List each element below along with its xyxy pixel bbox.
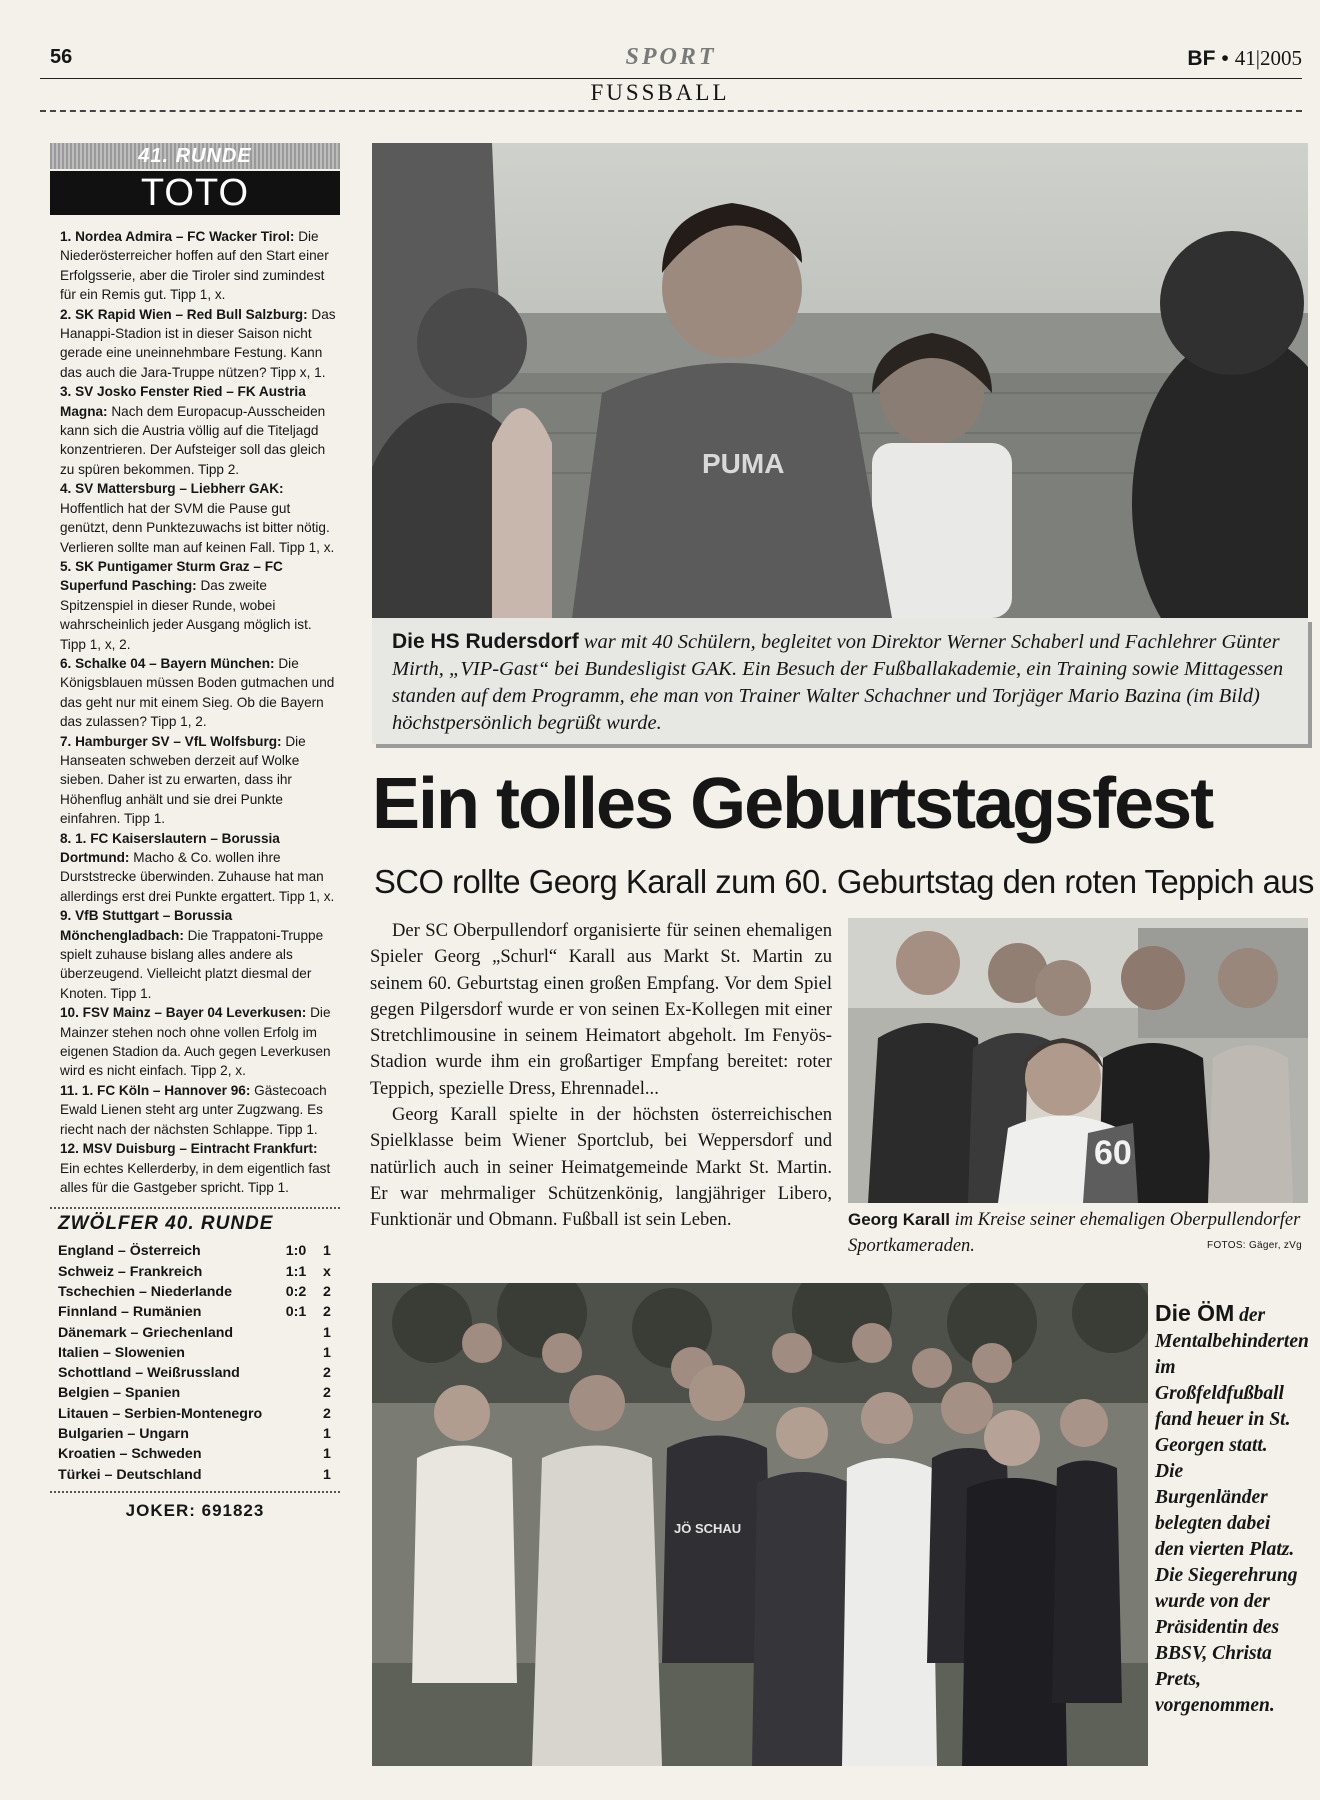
article-paragraph: Georg Karall spielte in der höchsten österreichischen Spielklasse beim Wiener Sportclub, bei Weppersdorf und natürlich auch in seiner Heimatgemeinde Markt St. Martin. Er war mehrmaliger Schützenkönig, langjähriger Libero, Funktionär und Obmann. Fußball ist sein Leben.	[370, 1104, 832, 1231]
toto-item	[60, 654, 336, 732]
photo-caption-om-body: der Mentalbehinderten im Großfeldfußball fand heuer in St. Georgen statt. Die Burgenländer belegten dabei den vierten Platz. Die Siegerehrung wurde von der Präsidentin des BBSV, Christa Prets, vorgenommen.	[1155, 1305, 1309, 1716]
toto-sidebar	[50, 143, 340, 1763]
toto-item	[60, 1003, 336, 1081]
toto-item-text: Die Mainzer stehen noch ohne vollen Erfolg im eigenen Stadion da. Auch gegen Leverkusen wird es nicht einfach. Tipp 2, x.	[60, 1005, 331, 1079]
photo-caption-karall-body: im Kreise seiner ehemaligen Oberpullendorfer Sportkameraden.	[848, 1210, 1301, 1256]
zwoelfer-match: Italien – Slowenien	[58, 1344, 185, 1361]
toto-item-match: 6. Schalke 04 – Bayern München:	[60, 655, 275, 671]
toto-item-text: Hoffentlich hat der SVM die Pause gut genützt, denn Punktezuwachs ist bitter nötig. Verlieren sollte man auf keinen Fall. Tipp 1, x.	[60, 500, 335, 555]
zwoelfer-row	[58, 1444, 340, 1464]
zwoelfer-row	[58, 1343, 340, 1363]
toto-item-match: 2. SK Rapid Wien – Red Bull Salzburg:	[60, 306, 308, 322]
photo-karall-image	[848, 918, 1308, 1203]
article-subheadline: SCO rollte Georg Karall zum 60. Geburtstag den roten Teppich aus	[374, 863, 1314, 900]
photo-shirt-number: 60	[1094, 1134, 1132, 1172]
zwoelfer-match: Türkei – Deutschland	[58, 1466, 202, 1483]
page-number: 56	[50, 46, 73, 68]
toto-round-label: 41. RUNDE	[50, 143, 340, 169]
toto-item-text: Die Niederösterreicher hoffen auf den Start einer Erfolgsserie, aber die Tiroler sind zumindest für ein Remis gut. Tipp 1, x.	[60, 229, 329, 303]
zwoelfer-score	[278, 1383, 314, 1403]
toto-item-text: Nach dem Europacup-Ausscheiden kann sich die Austria völlig auf die Titeljagd konzentrieren. Der Aufsteiger soll das gleich zu spüren bekommen. Tipp 2.	[60, 403, 326, 477]
photo-shirt-text: PUMA	[702, 448, 785, 479]
zwoelfer-tipp: 1	[323, 1446, 331, 1463]
zwoelfer-tipp: 1	[323, 1344, 331, 1361]
zwoelfer-row	[58, 1282, 340, 1302]
toto-item	[60, 227, 336, 305]
issue-number: 41|2005	[1234, 46, 1302, 70]
toto-item-match: 8. 1. FC Kaiserslautern – Borussia Dortmund:	[60, 830, 280, 865]
article-headline: Ein tolles Geburtstagsfest	[372, 764, 1213, 844]
zwoelfer-score	[278, 1343, 314, 1363]
zwoelfer-score: 0:1	[285, 1304, 307, 1321]
zwoelfer-match: Dänemark – Griechenland	[58, 1324, 234, 1341]
zwoelfer-match: Tschechien – Niederlande	[58, 1283, 232, 1300]
photo-caption-gak-text	[392, 628, 1290, 737]
photo-karall	[848, 918, 1308, 1203]
photo-caption-om	[1155, 1300, 1309, 1719]
header-rule	[40, 78, 1302, 79]
zwoelfer-tipp: 1	[323, 1324, 331, 1341]
toto-item	[60, 1139, 336, 1197]
photo-caption-gak-body: war mit 40 Schülern, begleitet von Direktor Werner Schaberl und Fachlehrer Günter Mirth, „VIP-Gast“ bei Bundesligist GAK. Ein Besuch der Fußballakademie, ein Training sowie Mittagessen standen auf dem Programm, ehe man von Trainer Walter Schachner und Torjäger Mario Bazina (im Bild) höchstpersönlich begrüßt wurde.	[392, 631, 1284, 734]
toto-item	[60, 382, 336, 479]
publication-name: BF	[1187, 47, 1216, 70]
zwoelfer-tipp: 1	[323, 1243, 331, 1260]
publication-info: BF • 41|2005	[1187, 46, 1302, 70]
header-dashed-rule	[40, 110, 1302, 112]
toto-item	[60, 1081, 336, 1139]
toto-item	[60, 732, 336, 829]
toto-item-match: 10. FSV Mainz – Bayer 04 Leverkusen:	[60, 1005, 307, 1021]
zwoelfer-score: 1:1	[285, 1263, 307, 1280]
zwoelfer-match: Schottland – Weißrussland	[58, 1365, 240, 1382]
zwoelfer-match: Litauen – Serbien-Montenegro	[58, 1405, 263, 1422]
photo-gak-visit-image	[372, 143, 1308, 618]
zwoelfer-score	[278, 1323, 314, 1343]
zwoelfer-row	[58, 1262, 340, 1282]
zwoelfer-match: Schweiz – Frankreich	[58, 1263, 203, 1280]
toto-item-text: Die Trappatoni-Truppe spielt zuhause bislang alles andere als überzeugend. Vielleicht platzt diesmal der Knoten. Tipp 1.	[60, 927, 324, 1001]
toto-item-text: Das Hanappi-Stadion ist in dieser Saison nicht gerade eine uneinnehmbare Festung. Kann das auch die Jara-Truppe nützen? Tipp x, 1.	[60, 306, 336, 380]
zwoelfer-tipp: 1	[323, 1425, 331, 1442]
zwoelfer-match: Belgien – Spanien	[58, 1385, 181, 1402]
toto-item-match: 4. SV Mattersburg – Liebherr GAK:	[60, 481, 284, 497]
zwoelfer-row	[58, 1383, 340, 1403]
joker-number: JOKER: 691823	[125, 1500, 265, 1520]
photo-caption-gak	[372, 618, 1308, 744]
zwoelfer-row	[58, 1302, 340, 1322]
toto-item	[60, 557, 336, 654]
article-paragraph: Der SC Oberpullendorf organisierte für seinen ehemaligen Spieler Georg „Schurl“ Karall aus Markt St. Martin zu seinem 60. Geburtstag einen großen Empfang. Vor dem Spiel gegen Pilgersdorf wurde er von seinen Ex-Kollegen mit einer Stretchlimousine in seinem Heimatort abgeholt. Im Fenyös-Stadion wurde ihm ein großartiger Empfang bereitet: roter Teppich, spezielle Dress, Ehrennadel...	[370, 920, 832, 1099]
section-title: SPORT	[625, 44, 717, 70]
zwoelfer-row	[58, 1465, 340, 1485]
zwoelfer-title: ZWÖLFER 40. RUNDE	[50, 1207, 340, 1235]
zwoelfer-row	[58, 1424, 340, 1444]
toto-item-match: 3. SV Josko Fenster Ried – FK Austria Magna:	[60, 384, 306, 419]
toto-item-text: Ein echtes Kellerderby, in dem eigentlich fast alles für die Gastgeber spricht. Tipp 1.	[60, 1160, 331, 1195]
zwoelfer-tipp: 2	[323, 1283, 331, 1300]
photo-team-shirt-text: JÖ SCHAU	[674, 1521, 742, 1536]
photo-gak-visit	[372, 143, 1308, 618]
zwoelfer-tipp: 2	[323, 1405, 331, 1422]
toto-list	[50, 215, 340, 1197]
zwoelfer-score	[278, 1363, 314, 1383]
toto-item-text: Das zweite Spitzenspiel in dieser Runde, wobei wahrscheinlich jeder Ausgang möglich ist. Tipp 1, x, 2.	[60, 578, 312, 652]
photo-team-om-image	[372, 1283, 1148, 1766]
toto-item-match: 9. VfB Stuttgart – Borussia Mönchengladbach:	[60, 908, 233, 943]
photo-caption-karall-lead: Georg Karall	[848, 1210, 951, 1229]
zwoelfer-tipp: x	[323, 1263, 331, 1280]
zwoelfer-score: 1:0	[285, 1243, 307, 1260]
zwoelfer-row	[58, 1323, 340, 1343]
zwoelfer-score	[278, 1424, 314, 1444]
photo-credit: FOTOS: Gäger, zVg	[1207, 1240, 1302, 1251]
zwoelfer-tipp: 2	[323, 1304, 331, 1321]
toto-item-match: 5. SK Puntigamer Sturm Graz – FC Superfund Pasching:	[60, 558, 283, 594]
toto-item-match: 12. MSV Duisburg – Eintracht Frankfurt:	[60, 1141, 318, 1157]
zwoelfer-row	[58, 1241, 340, 1261]
toto-item-match: 11. 1. FC Köln – Hannover 96:	[60, 1082, 251, 1098]
photo-caption-om-lead: Die ÖM	[1155, 1300, 1235, 1326]
toto-item-text: Die Hanseaten schweben derzeit auf Wolke sieben. Daher ist zu erwarten, dass ihr Höhenflug anhält und sie drei Punkte einfahren. Tipp 1.	[60, 733, 306, 827]
toto-title: TOTO	[50, 171, 340, 215]
toto-item-text: Die Königsblauen müssen Boden gutmachen und das geht nur mit einem Sieg. Ob die Bayern das zulassen? Tipp 1, 2.	[60, 655, 335, 730]
toto-item	[60, 906, 336, 1003]
zwoelfer-match: England – Österreich	[58, 1243, 201, 1260]
zwoelfer-score: 0:2	[285, 1283, 307, 1300]
zwoelfer-tipp: 2	[323, 1385, 331, 1402]
zwoelfer-match: Kroatien – Schweden	[58, 1446, 202, 1463]
toto-item	[60, 479, 336, 557]
zwoelfer-table	[50, 1241, 340, 1493]
zwoelfer-match: Finnland – Rumänien	[58, 1304, 202, 1321]
article-body	[370, 918, 832, 1234]
toto-item	[60, 305, 336, 383]
zwoelfer-match: Bulgarien – Ungarn	[58, 1425, 189, 1442]
toto-item-text: Gästecoach Ewald Lienen steht arg unter Zugzwang. Es riecht nach der nächsten Schlappe. Tipp 1.	[60, 1082, 327, 1137]
zwoelfer-row	[58, 1404, 340, 1424]
toto-item	[60, 829, 336, 907]
toto-item-text: Macho & Co. wollen ihre Durststrecke überwinden. Zuhause hat man allerdings erst drei Punkte ergattert. Tipp 1, x.	[60, 850, 335, 904]
zwoelfer-tipp: 2	[323, 1365, 331, 1382]
toto-item-match: 7. Hamburger SV – VfL Wolfsburg:	[60, 733, 282, 749]
photo-caption-karall	[848, 1207, 1308, 1259]
zwoelfer-row	[58, 1363, 340, 1383]
toto-item-match: 1. Nordea Admira – FC Wacker Tirol:	[60, 229, 295, 244]
photo-team-om	[372, 1283, 1148, 1766]
zwoelfer-score	[278, 1404, 314, 1424]
zwoelfer-score	[278, 1444, 314, 1464]
subsection-title: FUSSBALL	[590, 80, 730, 105]
zwoelfer-score	[278, 1465, 314, 1485]
photo-caption-gak-lead: Die HS Rudersdorf	[392, 630, 579, 653]
zwoelfer-tipp: 1	[323, 1466, 331, 1483]
